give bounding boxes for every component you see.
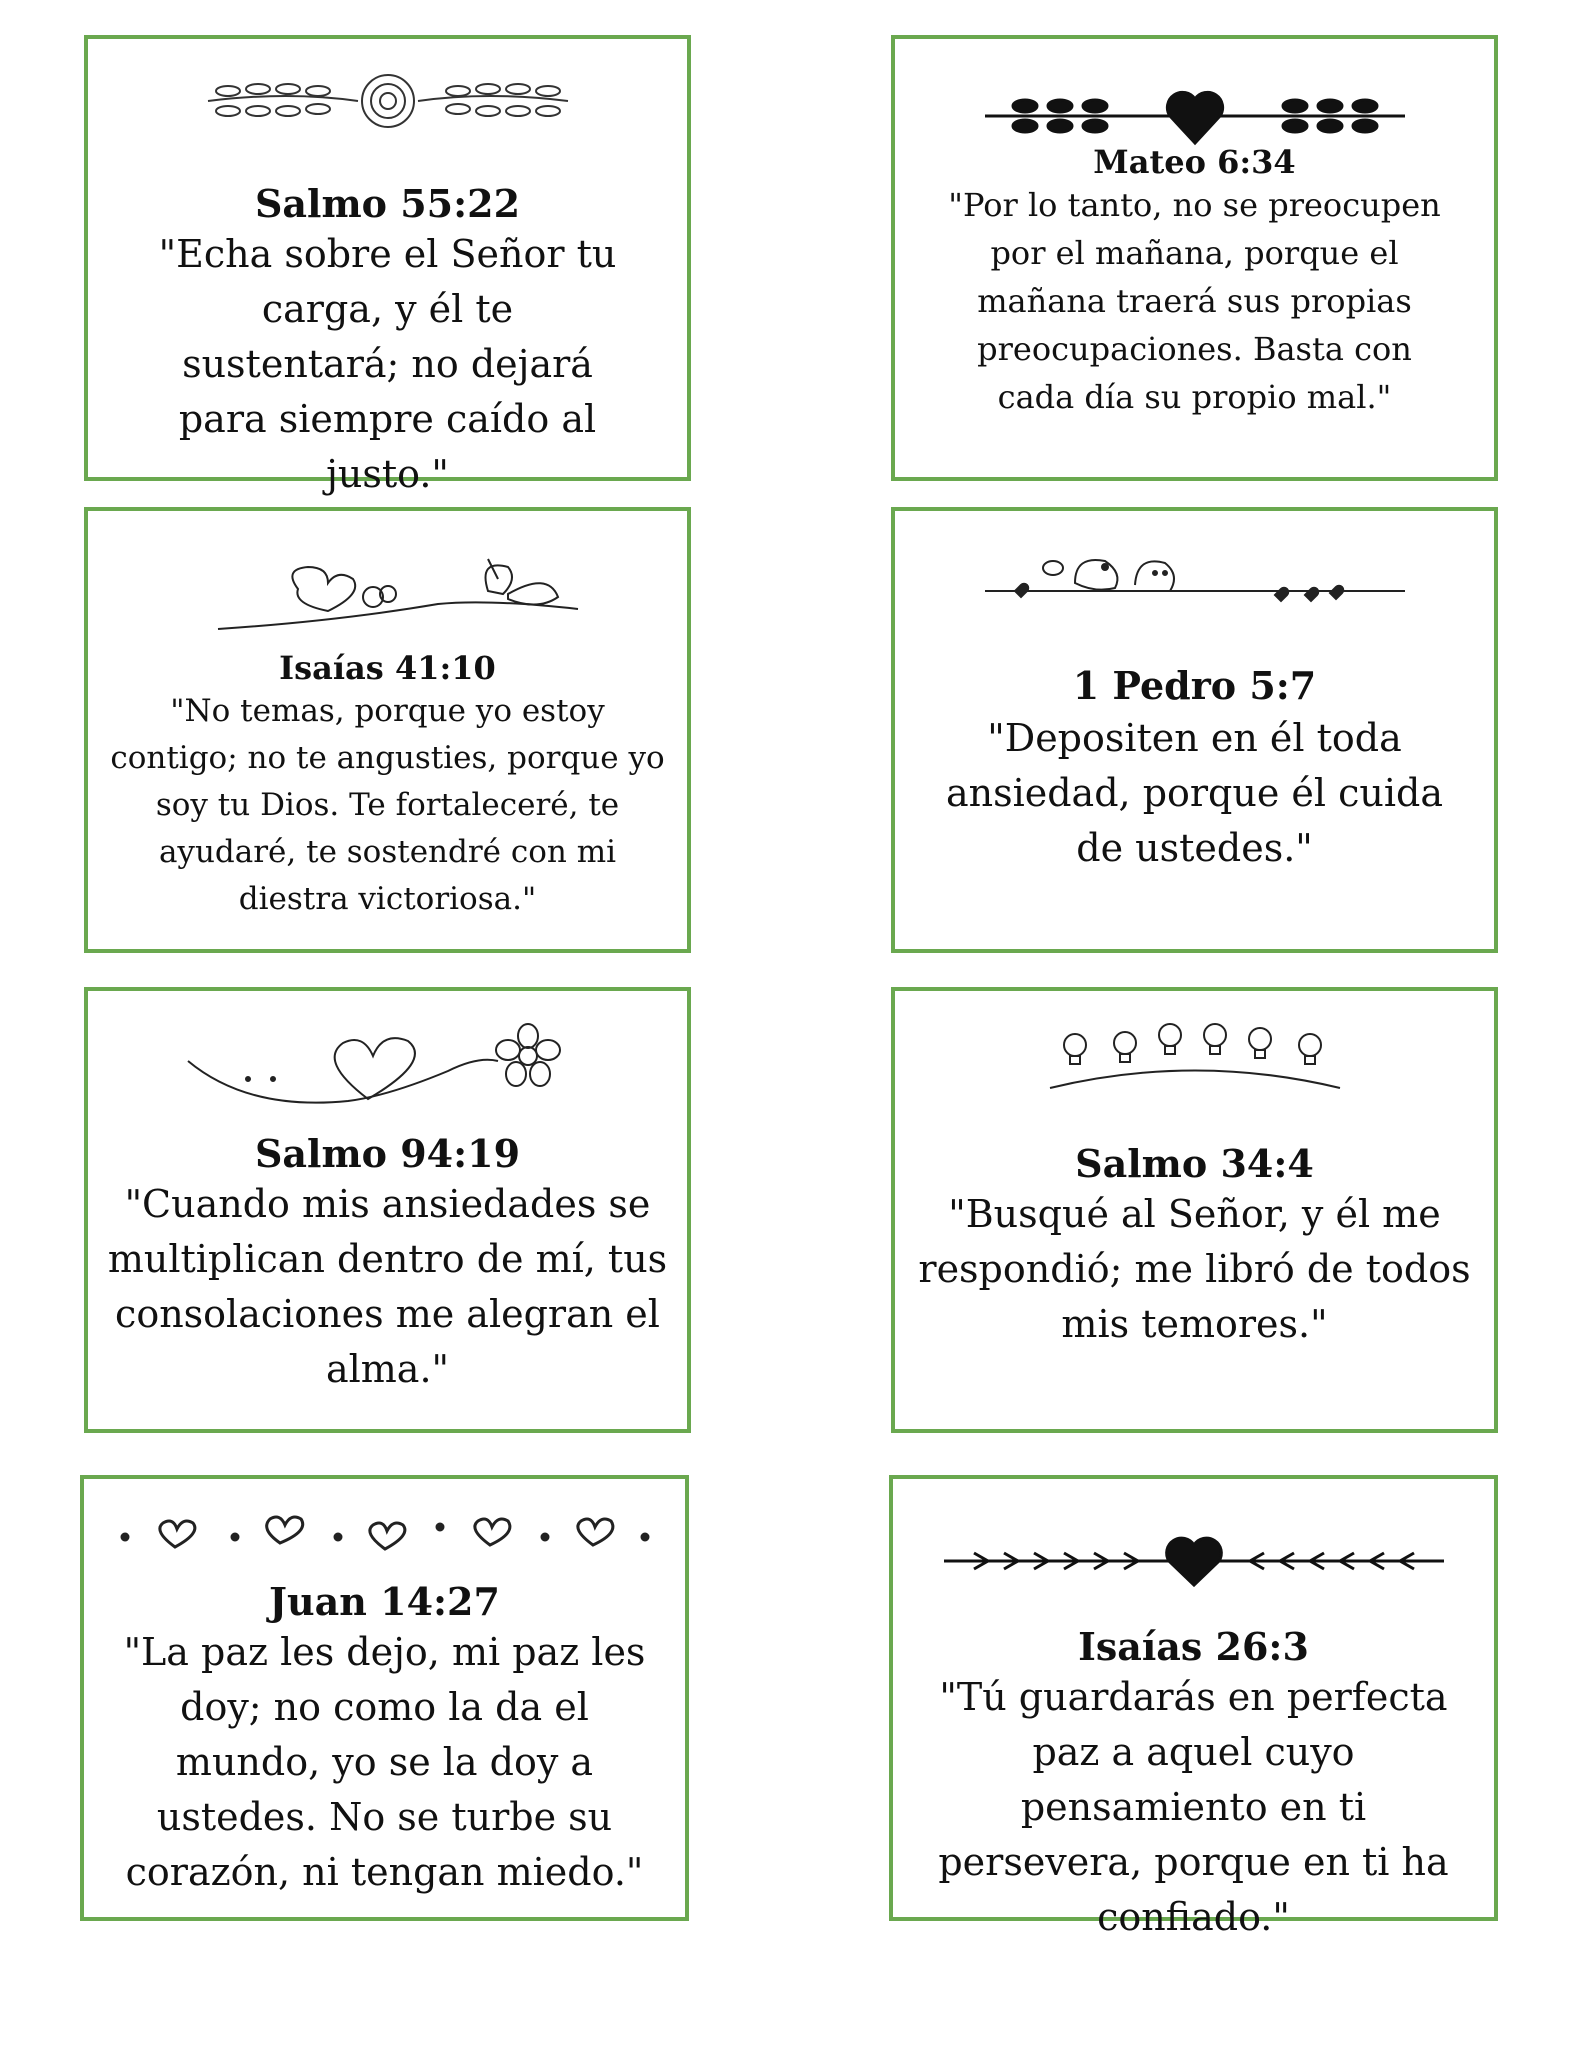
verse-card-isaias-41-10 — [84, 507, 691, 953]
verse-card-salmo-94-19 — [84, 987, 691, 1433]
arrow-heart-divider-icon — [893, 1531, 1494, 1591]
verse-card-mateo-6-34 — [891, 35, 1498, 481]
verse-text: "La paz les dejo, mi paz les doy; no como la da el mundo, yo se la doy a ustedes. No se turbe su corazón, ni tengan miedo." — [123, 1630, 646, 1894]
hearts-dots-divider-icon — [84, 1509, 685, 1559]
verse-reference: Juan 14:27 — [269, 1579, 500, 1624]
verse-card-salmo-34-4 — [891, 987, 1498, 1433]
heart-butterfly-divider-icon — [88, 549, 687, 639]
verse-reference: Salmo 94:19 — [254, 1131, 521, 1176]
floral-rose-divider-icon — [88, 61, 687, 141]
verse-reference: Salmo 55:22 — [254, 181, 521, 226]
verse-text: "Cuando mis ansiedades se multiplican dentro de mí, tus consolaciones me alegran el alma." — [107, 1182, 668, 1391]
verse-reference: 1 Pedro 5:7 — [1072, 663, 1317, 708]
verse-reference: Isaías 41:10 — [279, 649, 496, 687]
verse-reference: Salmo 34:4 — [1075, 1141, 1314, 1186]
leaf-heart-divider-icon — [895, 81, 1494, 151]
verse-card-1-pedro-5-7 — [891, 507, 1498, 953]
verse-text: "No temas, porque yo estoy contigo; no te angusties, porque yo soy tu Dios. Te fortaleceré, te ayudaré, te sostendré con mi diestra victoriosa." — [110, 693, 665, 917]
verse-reference: Mateo 6:34 — [1093, 143, 1296, 181]
verse-card-isaias-26-3 — [889, 1475, 1498, 1939]
verse-text: "Echa sobre el Señor tu carga, y él te sustentará; no dejará para siempre caído al justo." — [158, 232, 617, 496]
verse-text: "Tú guardarás en perfecta paz a aquel cuyo pensamiento en ti persevera, porque en ti ha confiado." — [938, 1675, 1449, 1939]
verse-card-salmo-55-22 — [84, 35, 691, 496]
verse-text: "Busqué al Señor, y él me respondió; me libró de todos mis temores." — [918, 1192, 1471, 1346]
verse-text: "Depositen en él toda ansiedad, porque él cuida de ustedes." — [945, 716, 1444, 870]
birds-on-wire-divider-icon — [895, 533, 1494, 613]
verse-card-juan-14-27 — [80, 1475, 689, 1921]
verse-text: "Por lo tanto, no se preocupen por el mañana, porque el mañana traerá sus propias preocupaciones. Basta con cada día su propio mal." — [948, 186, 1441, 416]
verse-reference: Isaías 26:3 — [1078, 1624, 1309, 1669]
lightbulb-string-divider-icon — [895, 1013, 1494, 1093]
heart-flower-divider-icon — [88, 1021, 687, 1121]
